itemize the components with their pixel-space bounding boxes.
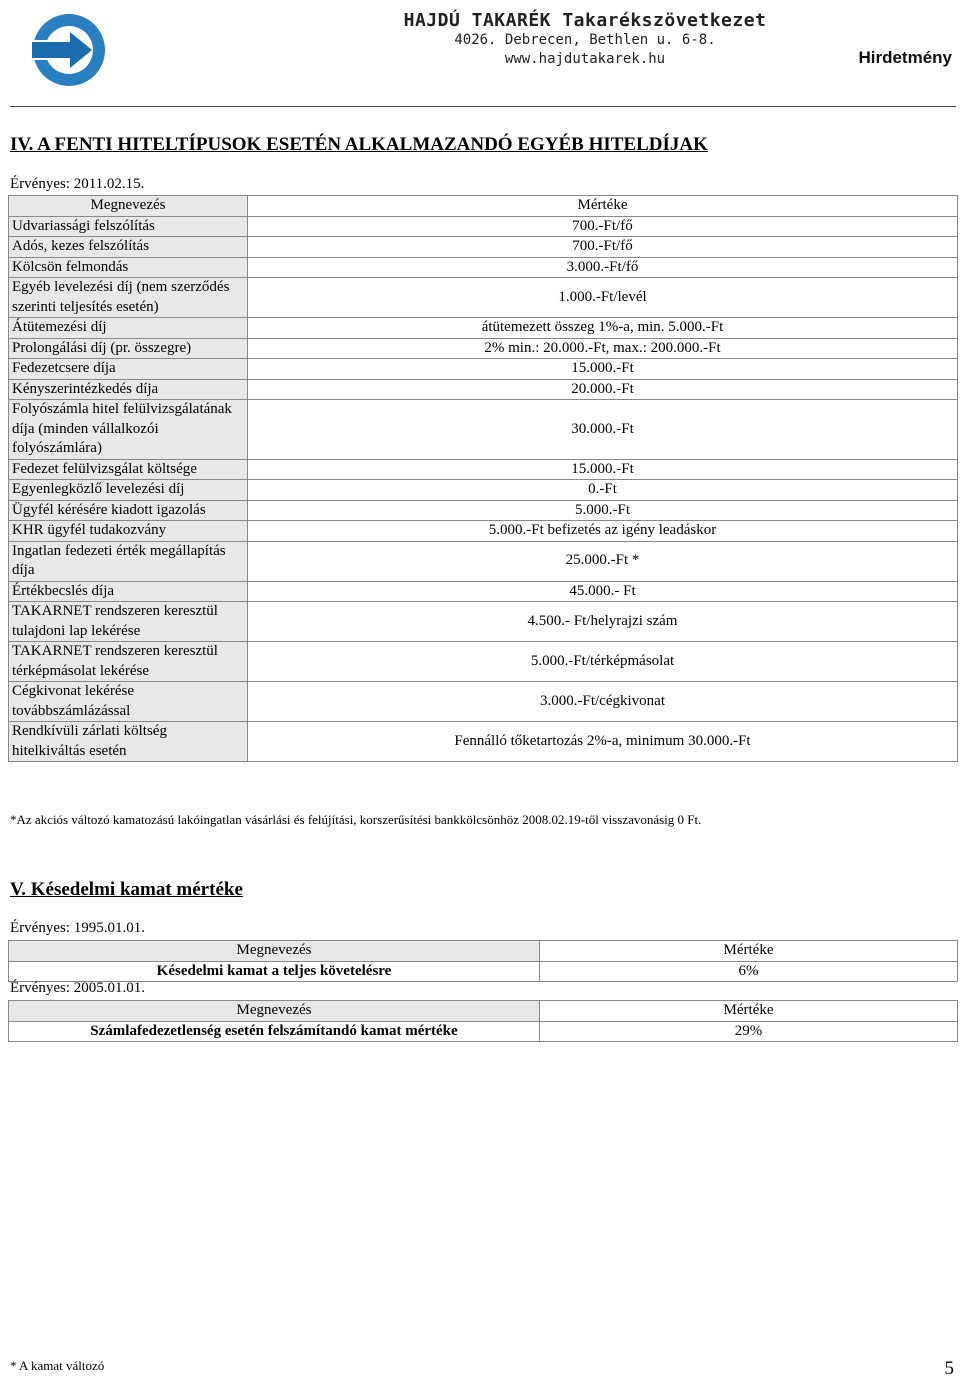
fees-table-header [9,196,958,217]
overdraft-interest-table [8,1000,958,1042]
table-row [9,237,958,258]
page-number: 5 [944,1358,954,1379]
company-website: www.hajdutakarek.hu [504,51,666,67]
table-row [9,338,958,359]
row-value: 20.000.-Ft [248,379,958,400]
section5-title: V. Késedelmi kamat mértéke [10,879,243,900]
row-value: Fennálló tőketartozás 2%-a, minimum 30.000.-Ft [248,722,958,762]
table-row [9,581,958,602]
row-value: 6% [540,961,958,982]
row-name: KHR ügyfél tudakozvány [9,521,248,542]
row-value: 5.000.-Ft befizetés az igény leadáskor [248,521,958,542]
row-name: Udvariassági felszólítás [9,216,248,237]
row-name: Fedezetcsere díja [9,359,248,380]
document-type: Hirdetmény [858,48,952,67]
section5-valid1: Érvényes: 1995.01.01. [10,920,145,936]
row-value: 15.000.-Ft [248,359,958,380]
table-row [9,480,958,501]
row-value: 15.000.-Ft [248,459,958,480]
company-block [360,10,810,69]
col-name-header: Megnevezés [9,196,248,217]
row-value: 1.000.-Ft/levél [248,278,958,318]
table-row [9,682,958,722]
row-name: Egyéb levelezési díj (nem szerződés szerinti teljesítés esetén) [9,278,248,318]
row-name: Rendkívüli zárlati költség hitelkiváltás esetén [9,722,248,762]
row-value: 3.000.-Ft/fő [248,257,958,278]
section5-valid2: Érvényes: 2005.01.01. [10,980,145,996]
row-name: Adós, kezes felszólítás [9,237,248,258]
col-name-header: Megnevezés [9,1001,540,1022]
table-row [9,521,958,542]
col-name-header: Megnevezés [9,941,540,962]
table-row [9,500,958,521]
row-value: 25.000.-Ft * [248,541,958,581]
arrow-logo-icon [30,12,108,88]
row-name: Egyenlegközlő levelezési díj [9,480,248,501]
row-name: TAKARNET rendszeren keresztül tulajdoni lap lekérése [9,602,248,642]
table-row [9,379,958,400]
table-row [9,722,958,762]
row-name: Cégkivonat lekérése továbbszámlázással [9,682,248,722]
table-row [9,961,958,982]
table-row [9,541,958,581]
row-name: TAKARNET rendszeren keresztül térképmásolat lekérése [9,642,248,682]
row-name: Kényszerintézkedés díja [9,379,248,400]
header-divider [10,106,956,107]
section4-note: *Az akciós változó kamatozású lakóingatlan vásárlási és felújítási, korszerűsítési bankkölcsönhöz 2008.02.19-től visszavonásig 0 Ft. [10,812,702,827]
table-row [9,257,958,278]
table-row [9,400,958,460]
section4-title: IV. A FENTI HITELTÍPUSOK ESETÉN ALKALMAZANDÓ EGYÉB HITELDÍJAK [10,134,708,155]
row-value: átütemezett összeg 1%-a, min. 5.000.-Ft [248,318,958,339]
fees-table [8,195,958,762]
row-value: 0.-Ft [248,480,958,501]
page-header [0,0,960,100]
col-value-header: Mértéke [540,941,958,962]
table-row [9,459,958,480]
table-row [9,359,958,380]
col-value-header: Mértéke [540,1001,958,1022]
row-value: 3.000.-Ft/cégkivonat [248,682,958,722]
late-interest-table [8,940,958,982]
row-value: 5.000.-Ft [248,500,958,521]
table-row [9,642,958,682]
table-row [9,318,958,339]
row-name: Fedezet felülvizsgálat költsége [9,459,248,480]
row-name: Késedelmi kamat a teljes követelésre [9,961,540,982]
row-value: 5.000.-Ft/térképmásolat [248,642,958,682]
row-value: 30.000.-Ft [248,400,958,460]
table-row [9,602,958,642]
company-address: 4026. Debrecen, Bethlen u. 6-8. [454,32,716,48]
row-value: 29% [540,1021,958,1042]
footer-note: * A kamat változó [10,1358,105,1373]
row-name: Prolongálási díj (pr. összegre) [9,338,248,359]
table-row [9,1021,958,1042]
row-name: Folyószámla hitel felülvizsgálatának díja (minden vállalkozói folyószámlára) [9,400,248,460]
col-value-header: Mértéke [248,196,958,217]
row-name: Ingatlan fedezeti érték megállapítás díja [9,541,248,581]
row-name: Ügyfél kérésére kiadott igazolás [9,500,248,521]
row-name: Számlafedezetlenség esetén felszámítandó kamat mértéke [9,1021,540,1042]
table-row [9,216,958,237]
row-name: Értékbecslés díja [9,581,248,602]
row-value: 45.000.- Ft [248,581,958,602]
row-name: Kölcsön felmondás [9,257,248,278]
row-value: 2% min.: 20.000.-Ft, max.: 200.000.-Ft [248,338,958,359]
row-value: 4.500.- Ft/helyrajzi szám [248,602,958,642]
section4-valid: Érvényes: 2011.02.15. [10,176,145,192]
row-value: 700.-Ft/fő [248,237,958,258]
row-name: Átütemezési díj [9,318,248,339]
table-row [9,278,958,318]
row-value: 700.-Ft/fő [248,216,958,237]
company-name: HAJDÚ TAKARÉK Takarékszövetkezet [403,10,767,31]
